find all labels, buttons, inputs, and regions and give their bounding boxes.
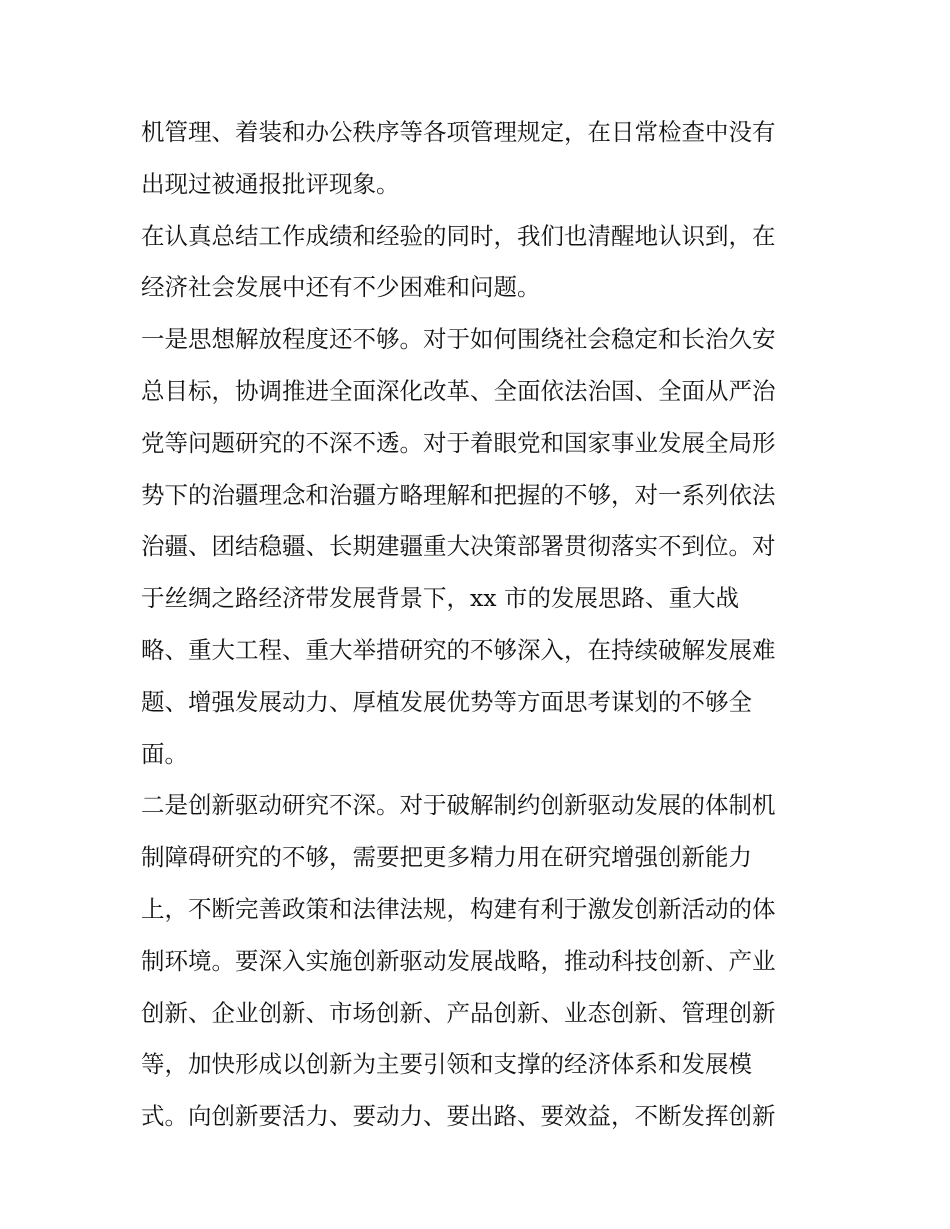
text-line: 等，加快形成以创新为主要引领和支撑的经济体系和发展模 (141, 1050, 752, 1079)
text-line: 上，不断完善政策和法律法规，构建有利于激发创新活动的体 (141, 894, 776, 923)
text-line: 略、重大工程、重大举措研究的不够深入，在持续破解发展难 (141, 635, 776, 664)
text-line: 题、增强发展动力、厚植发展优势等方面思考谋划的不够全 (141, 687, 752, 716)
text-line: 制环境。要深入实施创新驱动发展战略，推动科技创新、产业 (141, 946, 776, 975)
text-line: 面。 (141, 739, 188, 768)
text-line: 于丝绸之路经济带发展背景下，xx 市的发展思路、重大战 (141, 584, 739, 613)
document-body (141, 107, 821, 1143)
text-line: 在认真总结工作成绩和经验的同时，我们也清醒地认识到，在 (141, 221, 776, 250)
text-line: 制障碍研究的不够，需要把更多精力用在研究增强创新能力 (141, 843, 752, 872)
text-line: 党等问题研究的不深不透。对于着眼党和国家事业发展全局形 (141, 428, 776, 457)
text-line: 经济社会发展中还有不少困难和问题。 (141, 273, 541, 302)
text-line: 创新、企业创新、市场创新、产品创新、业态创新、管理创新 (141, 998, 776, 1027)
text-line: 一是思想解放程度还不够。对于如何围绕社会稳定和长治久安 (141, 325, 776, 354)
text-line: 二是创新驱动研究不深。对于破解制约创新驱动发展的体制机 (141, 791, 776, 820)
text-line: 机管理、着装和办公秩序等各项管理规定，在日常检查中没有 (141, 118, 776, 146)
text-line: 势下的治疆理念和治疆方略理解和把握的不够，对一系列依法 (141, 480, 776, 509)
text-line: 总目标，协调推进全面深化改革、全面依法治国、全面从严治 (141, 376, 776, 405)
text-line: 治疆、团结稳疆、长期建疆重大决策部署贯彻落实不到位。对 (141, 532, 776, 561)
text-line: 式。向创新要活力、要动力、要出路、要效益，不断发挥创新 (141, 1102, 776, 1131)
text-line: 出现过被通报批评现象。 (141, 169, 400, 198)
